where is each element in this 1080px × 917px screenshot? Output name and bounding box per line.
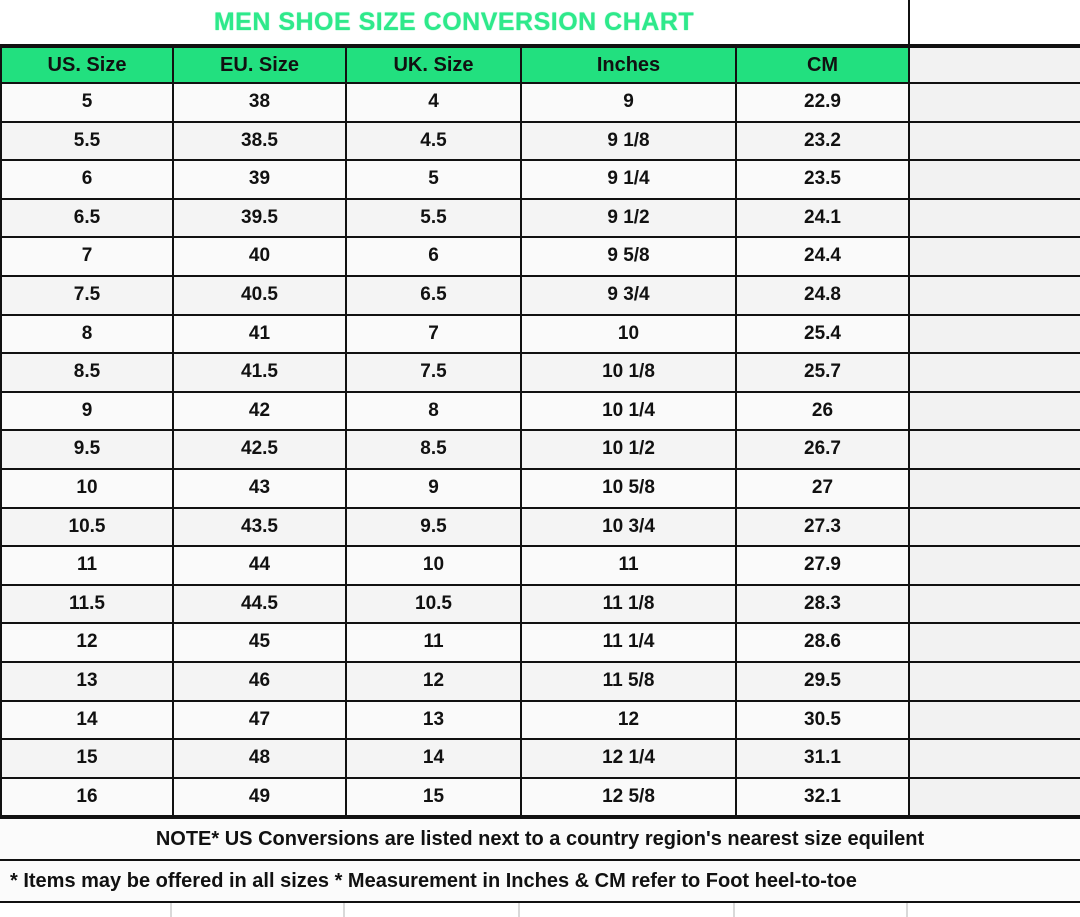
cell-eu-size: 48 (173, 739, 346, 778)
cell-blank (909, 430, 1080, 469)
cell-us-size: 5 (1, 83, 173, 122)
column-header-inches: Inches (521, 47, 736, 83)
table-row (1, 585, 1080, 624)
cell-us-size: 6.5 (1, 199, 173, 238)
cell-uk-size: 14 (346, 739, 521, 778)
cell-eu-size: 42 (173, 392, 346, 431)
table-row (1, 469, 1080, 508)
cell-inches: 12 (521, 701, 736, 740)
cell-eu-size: 41.5 (173, 353, 346, 392)
cell-us-size: 15 (1, 739, 173, 778)
cell-inches: 11 5/8 (521, 662, 736, 701)
table-row (1, 315, 1080, 354)
grid-tick (733, 903, 735, 917)
cell-blank (909, 237, 1080, 276)
cell-uk-size: 8.5 (346, 430, 521, 469)
bottom-grid-strip (0, 903, 1080, 917)
cell-eu-size: 44.5 (173, 585, 346, 624)
cell-uk-size: 7 (346, 315, 521, 354)
cell-inches: 10 5/8 (521, 469, 736, 508)
table-header (1, 47, 1080, 83)
cell-cm: 27 (736, 469, 909, 508)
cell-cm: 26.7 (736, 430, 909, 469)
cell-blank (909, 508, 1080, 547)
cell-us-size: 10.5 (1, 508, 173, 547)
cell-inches: 10 1/2 (521, 430, 736, 469)
cell-eu-size: 39.5 (173, 199, 346, 238)
cell-uk-size: 10 (346, 546, 521, 585)
cell-uk-size: 6 (346, 237, 521, 276)
grid-tick (518, 903, 520, 917)
cell-uk-size: 5 (346, 160, 521, 199)
cell-uk-size: 4 (346, 83, 521, 122)
column-header-cm: CM (736, 47, 909, 83)
cell-eu-size: 40.5 (173, 276, 346, 315)
cell-us-size: 11.5 (1, 585, 173, 624)
cell-us-size: 5.5 (1, 122, 173, 161)
table-row (1, 160, 1080, 199)
cell-cm: 27.3 (736, 508, 909, 547)
cell-blank (909, 585, 1080, 624)
table-row (1, 623, 1080, 662)
cell-eu-size: 40 (173, 237, 346, 276)
cell-inches: 10 1/8 (521, 353, 736, 392)
column-header-us-size: US. Size (1, 47, 173, 83)
cell-blank (909, 160, 1080, 199)
cell-inches: 9 5/8 (521, 237, 736, 276)
cell-cm: 30.5 (736, 701, 909, 740)
cell-blank (909, 546, 1080, 585)
cell-us-size: 7 (1, 237, 173, 276)
cell-eu-size: 38 (173, 83, 346, 122)
cell-inches: 9 (521, 83, 736, 122)
cell-us-size: 12 (1, 623, 173, 662)
table-row (1, 546, 1080, 585)
cell-cm: 29.5 (736, 662, 909, 701)
cell-inches: 11 1/4 (521, 623, 736, 662)
cell-us-size: 7.5 (1, 276, 173, 315)
cell-cm: 26 (736, 392, 909, 431)
cell-blank (909, 701, 1080, 740)
cell-eu-size: 38.5 (173, 122, 346, 161)
cell-inches: 9 1/8 (521, 122, 736, 161)
column-header-blank (909, 47, 1080, 83)
cell-uk-size: 13 (346, 701, 521, 740)
cell-cm: 28.6 (736, 623, 909, 662)
column-header-eu-size: EU. Size (173, 47, 346, 83)
cell-cm: 23.2 (736, 122, 909, 161)
note-measurement: * Items may be offered in all sizes * Measurement in Inches & CM refer to Foot heel-to-toe (0, 861, 1080, 903)
chart-title-row (0, 0, 1080, 46)
table-body (1, 83, 1080, 816)
cell-inches: 11 1/8 (521, 585, 736, 624)
cell-inches: 12 1/4 (521, 739, 736, 778)
table-row (1, 778, 1080, 817)
table-header-row (1, 47, 1080, 83)
cell-uk-size: 12 (346, 662, 521, 701)
cell-us-size: 10 (1, 469, 173, 508)
cell-blank (909, 315, 1080, 354)
cell-blank (909, 662, 1080, 701)
cell-cm: 22.9 (736, 83, 909, 122)
cell-cm: 24.1 (736, 199, 909, 238)
cell-us-size: 9 (1, 392, 173, 431)
cell-blank (909, 353, 1080, 392)
cell-blank (909, 739, 1080, 778)
title-blank-cell (908, 0, 1080, 44)
cell-us-size: 13 (1, 662, 173, 701)
cell-us-size: 14 (1, 701, 173, 740)
cell-blank (909, 122, 1080, 161)
cell-inches: 9 1/4 (521, 160, 736, 199)
cell-eu-size: 44 (173, 546, 346, 585)
table-row (1, 122, 1080, 161)
cell-eu-size: 45 (173, 623, 346, 662)
cell-uk-size: 9.5 (346, 508, 521, 547)
table-row (1, 739, 1080, 778)
table-row (1, 430, 1080, 469)
grid-tick (906, 903, 908, 917)
grid-tick (343, 903, 345, 917)
notes-section (0, 817, 1080, 903)
cell-blank (909, 469, 1080, 508)
cell-inches: 10 3/4 (521, 508, 736, 547)
grid-tick (170, 903, 172, 917)
cell-uk-size: 15 (346, 778, 521, 817)
cell-inches: 12 5/8 (521, 778, 736, 817)
cell-uk-size: 6.5 (346, 276, 521, 315)
cell-inches: 10 1/4 (521, 392, 736, 431)
table-row (1, 199, 1080, 238)
table-row (1, 237, 1080, 276)
cell-us-size: 6 (1, 160, 173, 199)
cell-uk-size: 10.5 (346, 585, 521, 624)
table-row (1, 701, 1080, 740)
cell-uk-size: 9 (346, 469, 521, 508)
note-conversions: NOTE* US Conversions are listed next to a country region's nearest size equilent (0, 819, 1080, 861)
cell-uk-size: 5.5 (346, 199, 521, 238)
cell-uk-size: 11 (346, 623, 521, 662)
cell-eu-size: 39 (173, 160, 346, 199)
cell-inches: 11 (521, 546, 736, 585)
cell-blank (909, 83, 1080, 122)
cell-eu-size: 46 (173, 662, 346, 701)
cell-blank (909, 623, 1080, 662)
cell-blank (909, 778, 1080, 817)
cell-cm: 28.3 (736, 585, 909, 624)
cell-inches: 10 (521, 315, 736, 354)
cell-us-size: 8.5 (1, 353, 173, 392)
cell-eu-size: 43.5 (173, 508, 346, 547)
cell-uk-size: 7.5 (346, 353, 521, 392)
table-row (1, 83, 1080, 122)
table-row (1, 353, 1080, 392)
cell-blank (909, 392, 1080, 431)
table-row (1, 508, 1080, 547)
cell-cm: 24.4 (736, 237, 909, 276)
cell-cm: 25.4 (736, 315, 909, 354)
cell-inches: 9 1/2 (521, 199, 736, 238)
cell-uk-size: 8 (346, 392, 521, 431)
cell-us-size: 11 (1, 546, 173, 585)
column-header-uk-size: UK. Size (346, 47, 521, 83)
cell-cm: 31.1 (736, 739, 909, 778)
cell-eu-size: 43 (173, 469, 346, 508)
cell-us-size: 9.5 (1, 430, 173, 469)
size-conversion-table (0, 46, 1080, 817)
page-title: MEN SHOE SIZE CONVERSION CHART (213, 7, 695, 36)
cell-cm: 23.5 (736, 160, 909, 199)
cell-cm: 24.8 (736, 276, 909, 315)
cell-blank (909, 276, 1080, 315)
table-row (1, 392, 1080, 431)
table-row (1, 276, 1080, 315)
cell-cm: 25.7 (736, 353, 909, 392)
cell-eu-size: 47 (173, 701, 346, 740)
cell-uk-size: 4.5 (346, 122, 521, 161)
cell-blank (909, 199, 1080, 238)
table-row (1, 662, 1080, 701)
cell-us-size: 8 (1, 315, 173, 354)
cell-eu-size: 49 (173, 778, 346, 817)
cell-us-size: 16 (1, 778, 173, 817)
cell-eu-size: 42.5 (173, 430, 346, 469)
cell-cm: 32.1 (736, 778, 909, 817)
cell-eu-size: 41 (173, 315, 346, 354)
cell-cm: 27.9 (736, 546, 909, 585)
cell-inches: 9 3/4 (521, 276, 736, 315)
